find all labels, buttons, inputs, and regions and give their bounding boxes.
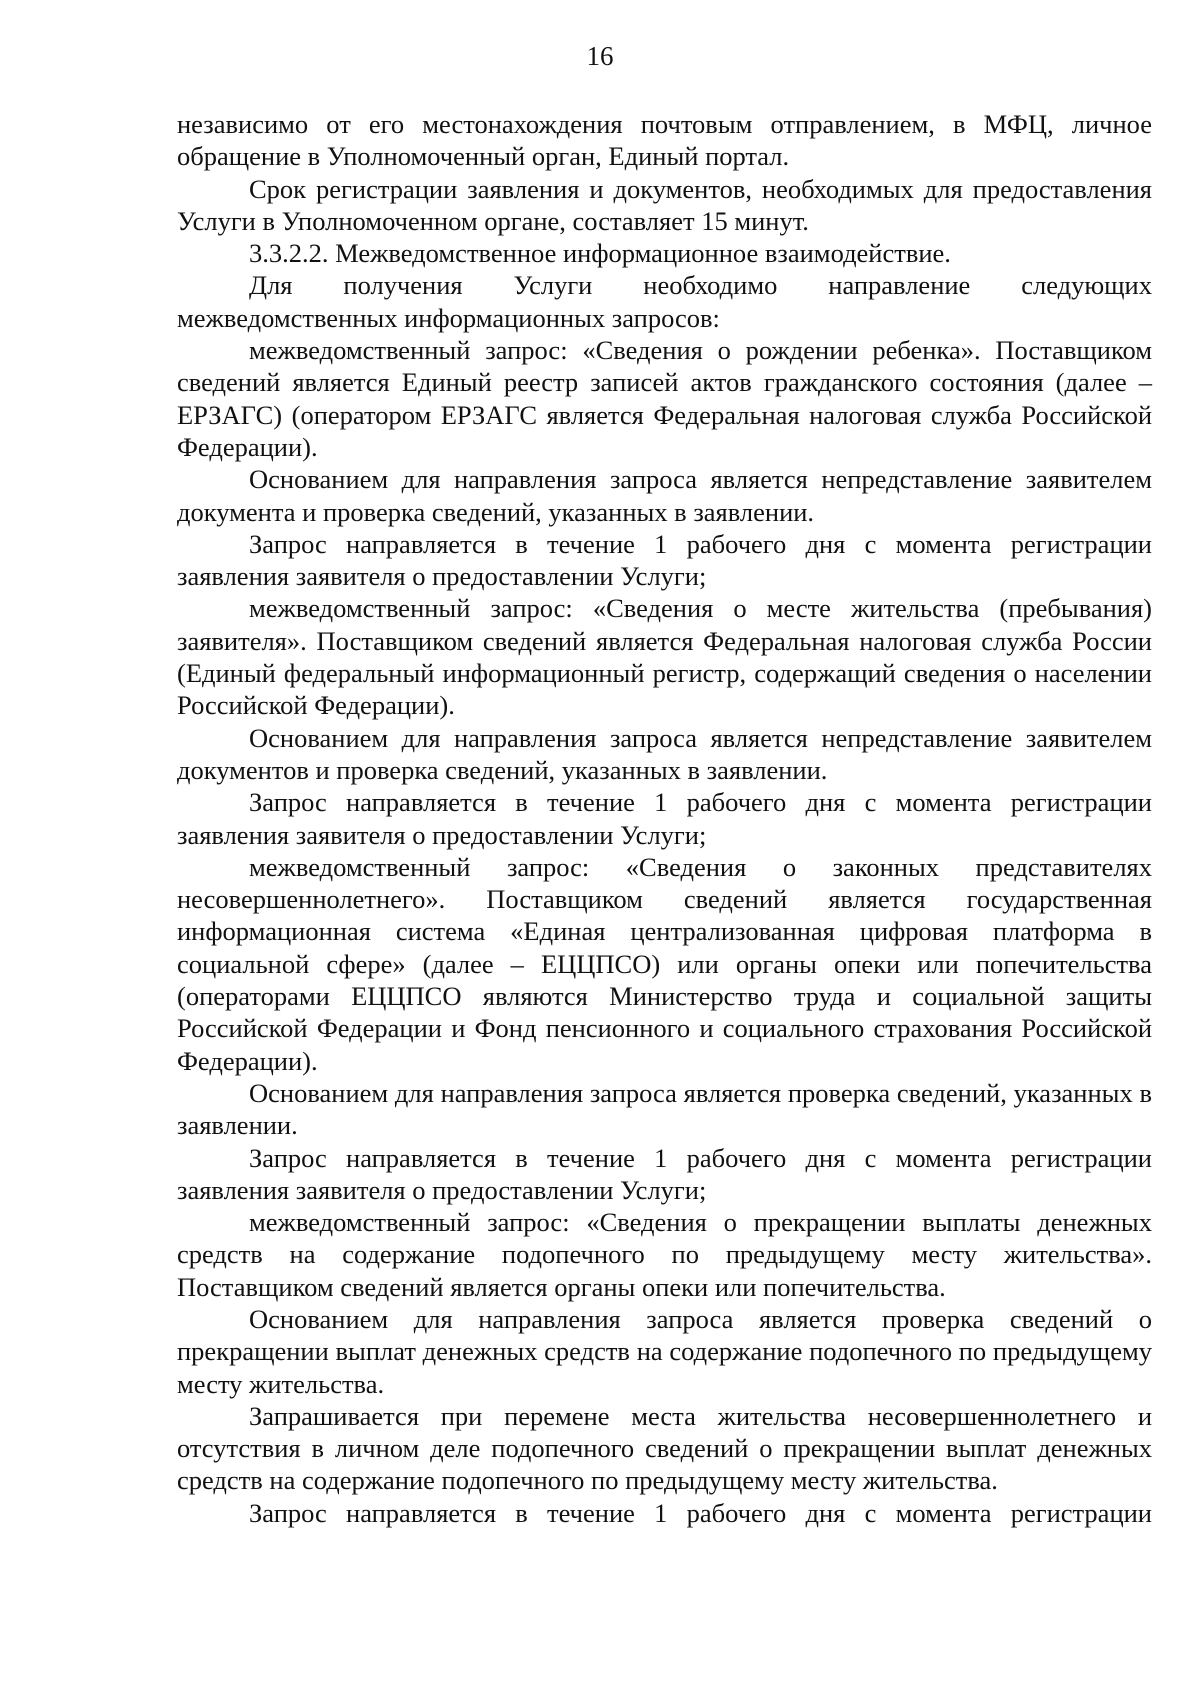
paragraph-basis-3: Основанием для направления запроса является проверка сведений, указанных в заявлении. [177,1077,1152,1141]
paragraph-basis-2: Основанием для направления запроса является непредставление заявителем документов и проверка сведений, указанных в заявлении. [177,722,1152,785]
page-number: 16 [586,41,614,71]
paragraph-deadline-4: Запрос направляется в течение 1 рабочего дня с момента регистрации [249,1497,1152,1528]
paragraph-deadline-2: Запрос направляется в течение 1 рабочего дня с момента регистрации заявления заявителя о предоставлении Услуги; [177,787,1152,850]
paragraph-registration-term: Срок регистрации заявления и документов, необходимых для предоставления Услуги в Уполномоченном органе, составляет 15 минут. [177,173,1152,236]
paragraph-basis-1: Основанием для направления запроса является непредставление заявителем документа и проверка сведений, указанных в заявлении. [177,464,1152,527]
section-heading-3-3-2-2: 3.3.2.2. Межведомственное информационное взаимодействие. [249,238,951,269]
paragraph-intro-continuation: независимо от его местонахождения почтовым отправлением, в МФЦ, личное обращение в Уполномоченный орган, Единый портал. [177,109,1152,172]
paragraph-request-condition: Запрашивается при перемене места жительства несовершеннолетнего и отсутствия в личном деле подопечного сведений о прекращении выплат денежных средств на содержание подопечного по предыдущему месту жительства. [177,1400,1152,1496]
paragraph-request-payment-termination: межведомственный запрос: «Сведения о прекращении выплаты денежных средств на содержание подопечного по предыдущему месту жительства». Поставщиком сведений является органы опеки или попечительства. [177,1207,1152,1302]
paragraph-deadline-3: Запрос направляется в течение 1 рабочего дня с момента регистрации заявления заявителя о предоставлении Услуги; [177,1142,1152,1205]
paragraph-required-requests: Для получения Услуги необходимо направление следующих межведомственных информационных запросов: [177,270,1152,333]
document-body [177,108,1152,1529]
paragraph-request-birth-info: межведомственный запрос: «Сведения о рождении ребенка». Поставщиком сведений является Единый реестр записей актов гражданского состояния (далее – ЕРЗАГС) (оператором ЕРЗАГС является Федеральная налоговая служба Российской Федерации). [177,335,1152,462]
paragraph-request-legal-representatives: межведомственный запрос: «Сведения о законных представителях несовершеннолетнего». Поставщиком сведений является государственная информационная система «Единая централизованная цифровая платформа в социальной сфере» (далее – ЕЦЦПСО) или органы опеки или попечительства (операторами ЕЦЦПСО являются Министерство труда и социальной защиты Российской Федерации и Фонд пенсионного и социального страхования Российской Федерации). [177,851,1152,1076]
paragraph-basis-4: Основанием для направления запроса является проверка сведений о прекращении выплат денежных средств на содержание подопечного по предыдущему месту жительства. [177,1303,1152,1399]
paragraph-request-residence-info: межведомственный запрос: «Сведения о месте жительства (пребывания) заявителя». Поставщиком сведений является Федеральная налоговая служба России (Единый федеральный информационный регистр, содержащий сведения о населении Российской Федерации). [177,593,1152,721]
paragraph-deadline-1: Запрос направляется в течение 1 рабочего дня с момента регистрации заявления заявителя о предоставлении Услуги; [177,528,1152,592]
